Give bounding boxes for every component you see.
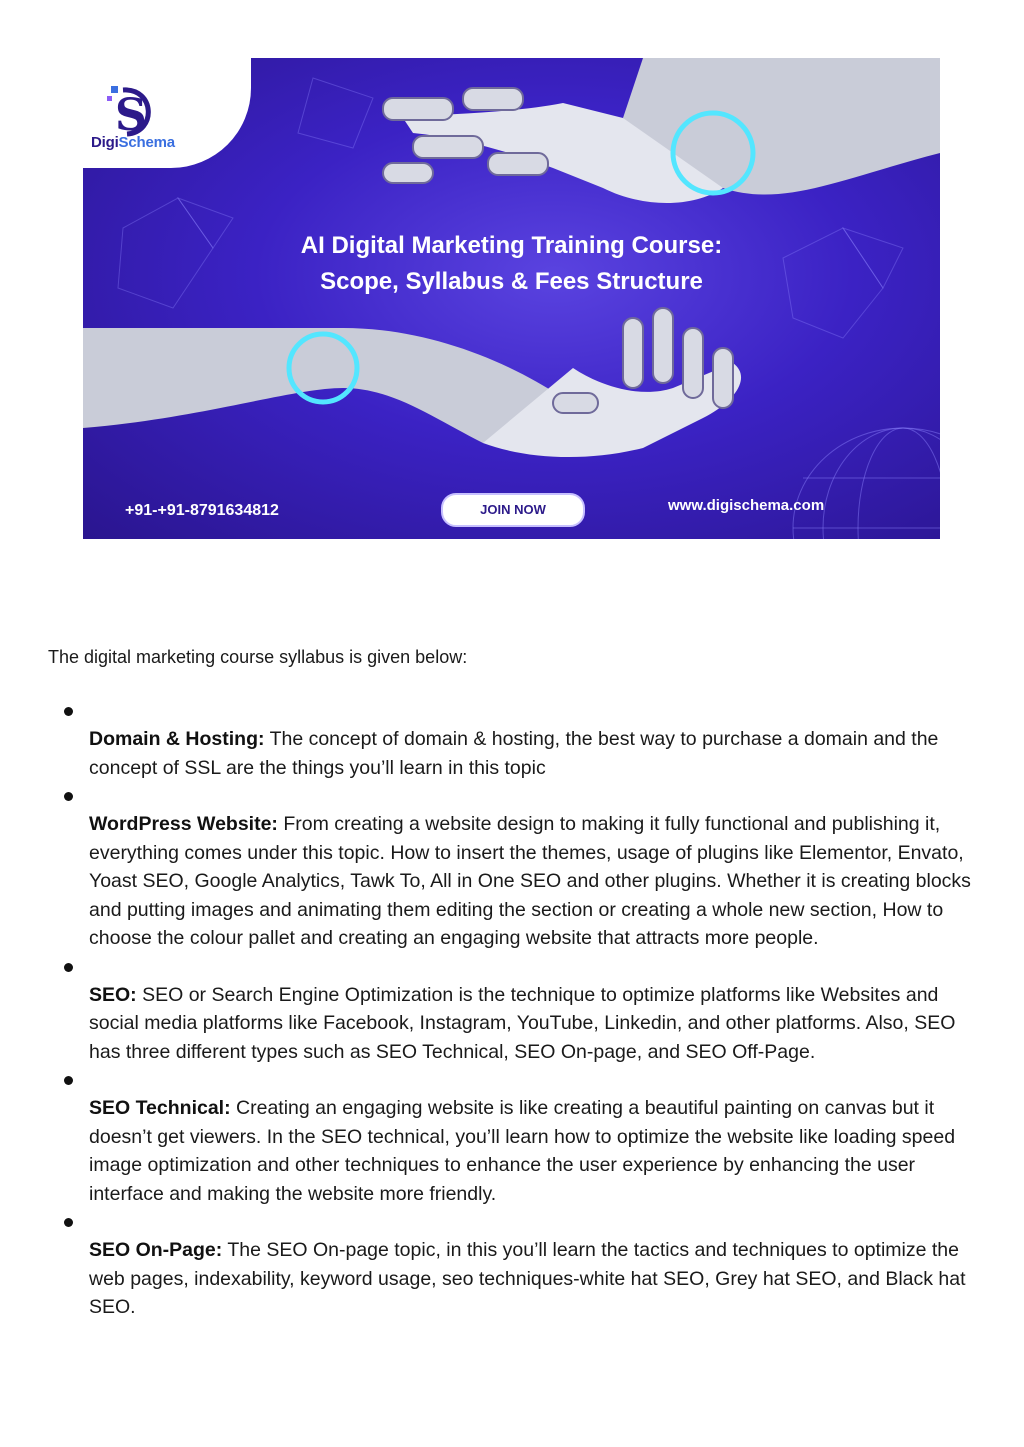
bullet-icon [64, 707, 73, 716]
topic-term: SEO Technical: [89, 1097, 231, 1119]
logo-mark-icon [105, 80, 157, 140]
topic-description: Creating an engaging website is like creating a beautiful painting on canvas but it doesn’t get viewers. In the SEO technical, you’ll learn how to optimize the website like loading speed image optimization and other techniques to enhance the user experience by enhancing the user interface and making the website more friendly. [89, 1097, 956, 1205]
topic-description: The SEO On-page topic, in this you’ll learn the tactics and techniques to optimize the web pages, indexability, keyword usage, seo techniques-white hat SEO, Grey hat SEO, and Black hat SEO. [89, 1239, 966, 1318]
list-item [48, 953, 978, 1067]
syllabus-intro: The digital marketing course syllabus is given below: [48, 647, 468, 667]
brand-suffix: Schema [118, 134, 175, 151]
syllabus-list [48, 697, 978, 1322]
bullet-icon [64, 1076, 73, 1085]
list-item [48, 1208, 978, 1322]
brand-name [91, 134, 175, 151]
topic-description: SEO or Search Engine Optimization is the technique to optimize platforms like Websites and social media platforms like Facebook, Instagram, YouTube, Linkedin, and other platforms. Also, SEO has three different types such as SEO Technical, SEO On-page, and SEO Off-Page. [89, 983, 956, 1063]
bullet-icon [64, 1218, 73, 1227]
list-item [48, 697, 978, 782]
banner-title-line-1: AI Digital Marketing Training Course: [300, 232, 723, 259]
topic-term: Domain & Hosting: [89, 728, 265, 750]
topic-term: WordPress Website: [89, 813, 278, 835]
phone-number: +91-+91-8791634812 [125, 502, 279, 519]
svg-text:S: S [115, 90, 147, 140]
topic-term: SEO: [89, 983, 137, 1006]
bullet-icon [64, 963, 73, 972]
topic-description: From creating a website design to making it fully functional and publishing it, everything comes under this topic. How to insert the themes, usage of plugins like Elementor, Envato, Yoast SEO, Google Analytics, Tawk To, All in One SEO and other plugins. Whether it is creating blocks and putting images and animating them editing the section or creating a whole new section, How to choose the colour pallet and creating an engaging website that attracts more people. [89, 813, 971, 949]
list-item [48, 782, 978, 953]
topic-term: SEO On-Page: [89, 1239, 223, 1261]
brand-prefix: Digi [91, 134, 119, 151]
hero-banner [83, 58, 940, 539]
banner-title [83, 228, 940, 300]
banner-title-line-2: Scope, Syllabus & Fees Structure [320, 268, 703, 295]
list-item [48, 1066, 978, 1208]
website-url[interactable]: www.digischema.com [668, 497, 825, 514]
bullet-icon [64, 792, 73, 801]
topic-description: The concept of domain & hosting, the best way to purchase a domain and the concept of SSL are the things you’ll learn in this topic [89, 728, 939, 779]
join-now-button[interactable]: JOIN NOW [441, 493, 585, 527]
